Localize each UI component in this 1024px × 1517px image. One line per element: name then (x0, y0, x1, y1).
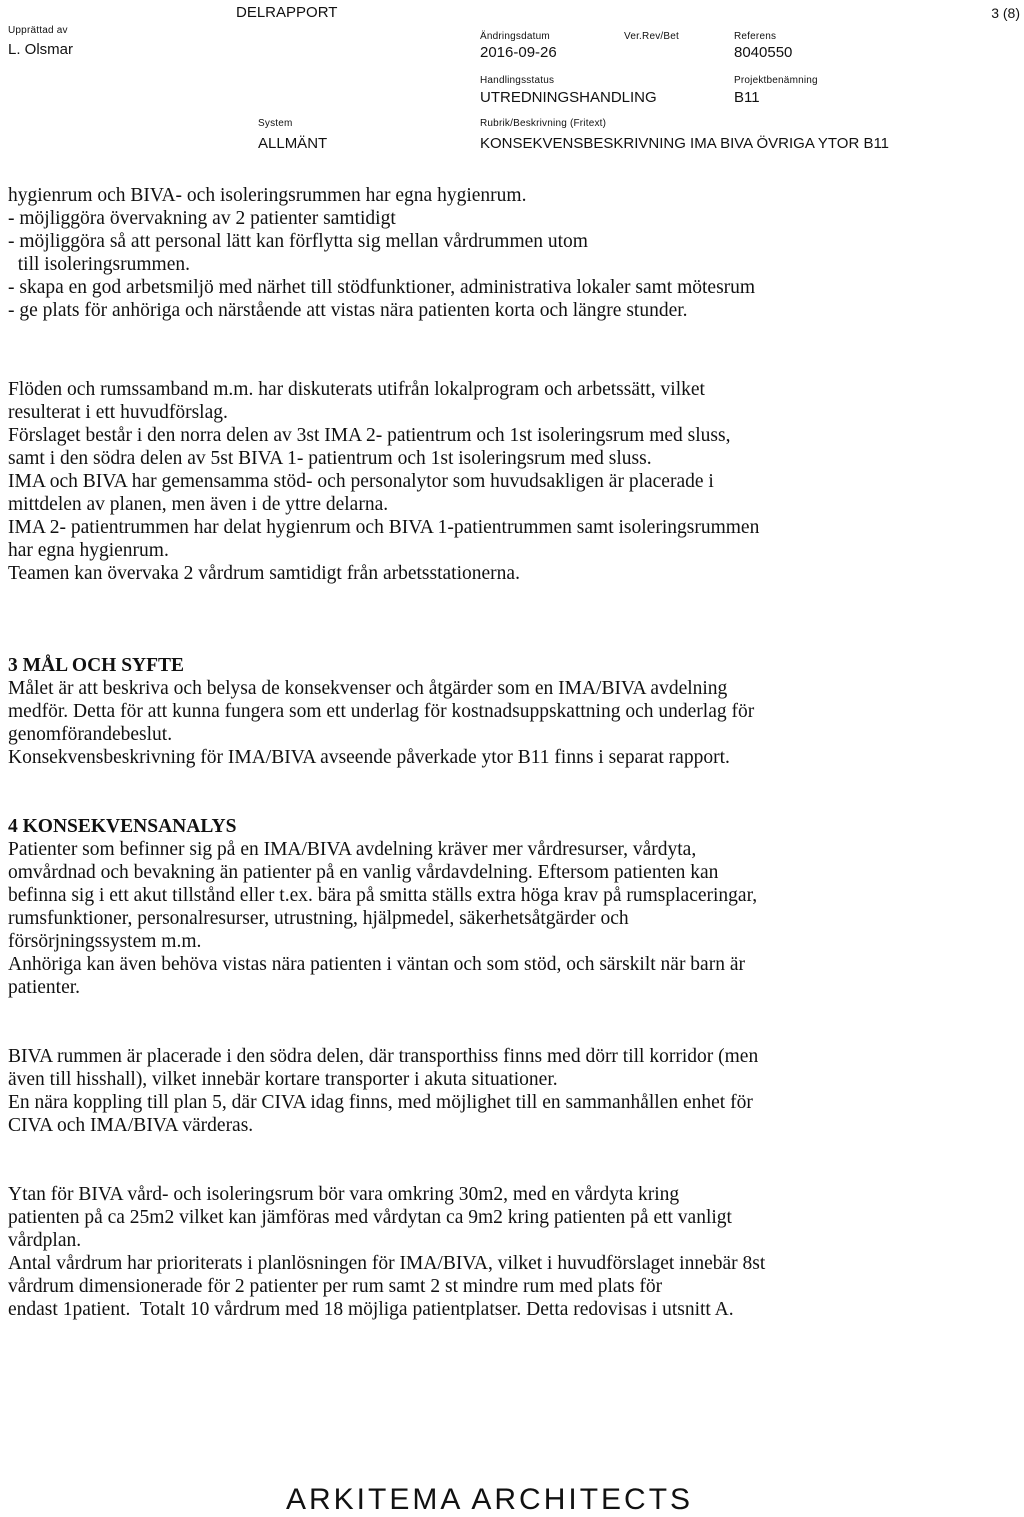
text-line: Konsekvensbeskrivning för IMA/BIVA avseende påverkade ytor B11 finns i separat rapport. (8, 747, 730, 768)
section-4 (8, 815, 988, 999)
system-label: System (258, 118, 293, 129)
text-line: endast 1patient. Totalt 10 vårdrum med 18 möjliga patientplatser. Detta redovisas i utsnitt A. (8, 1299, 734, 1320)
text-line: Ytan för BIVA vård- och isoleringsrum bör vara omkring 30m2, med en vårdyta kring (8, 1184, 680, 1205)
system: ALLMÄNT (258, 135, 328, 152)
text-line: - skapa en god arbetsmiljö med närhet till stödfunktioner, administrativa lokaler samt mötesrum (8, 277, 756, 298)
text-line: även till hisshall), vilket innebär kortare transporter i akuta situationer. (8, 1069, 558, 1090)
text-line: till isoleringsrummen. (8, 254, 190, 275)
change-date: 2016-09-26 (480, 44, 557, 61)
text-line: har egna hygienrum. (8, 540, 169, 561)
reference-label: Referens (734, 31, 777, 42)
text-line: samt i den södra delen av 5st BIVA 1- patientrum och 1st isoleringsrum med sluss. (8, 448, 652, 469)
text-line: Teamen kan övervaka 2 vårdrum samtidigt från arbetsstationerna. (8, 563, 520, 584)
text-line: hygienrum och BIVA- och isoleringsrummen har egna hygienrum. (8, 185, 527, 206)
text-line: Målet är att beskriva och belysa de konsekvenser och åtgärder som en IMA/BIVA avdelning (8, 678, 728, 699)
text-line: - möjliggöra så att personal lätt kan förflytta sig mellan vårdrummen utom (8, 231, 588, 252)
text-line: försörjningssystem m.m. (8, 931, 202, 952)
text-line: vårdplan. (8, 1230, 82, 1251)
text-line: BIVA rummen är placerade i den södra delen, där transporthiss finns med dörr till korridor (men (8, 1046, 759, 1067)
status: UTREDNINGSHANDLING (480, 89, 657, 106)
section-4-paragraph-c (8, 1183, 988, 1321)
company-logo: ARKITEMA ARCHITECTS (286, 1483, 694, 1516)
prepared-by: L. Olsmar (8, 41, 74, 58)
text-line: Förslaget består i den norra delen av 3st IMA 2- patientrum och 1st isoleringsrum med sluss, (8, 425, 731, 446)
text-line: IMA och BIVA har gemensamma stöd- och personalytor som huvudsakligen är placerade i (8, 471, 714, 492)
version-label: Ver.Rev/Bet (624, 31, 680, 42)
text-line: - möjliggöra övervakning av 2 patienter samtidigt (8, 208, 396, 229)
project-label: Projektbenämning (734, 75, 818, 86)
text-line: rumsfunktioner, personalresurser, utrustning, hjälpmedel, säkerhetsåtgärder och (8, 908, 629, 929)
section-3 (8, 654, 988, 769)
text-line: En nära koppling till plan 5, där CIVA idag finns, med möjlighet till en sammanhållen enhet för (8, 1092, 753, 1113)
text-line: patienten på ca 25m2 vilket kan jämföras med vårdytan ca 9m2 kring patienten på ett vanligt (8, 1207, 732, 1228)
text-line: IMA 2- patientrummen har delat hygienrum och BIVA 1-patientrummen samt isoleringsrummen (8, 517, 760, 538)
text-line: CIVA och IMA/BIVA värderas. (8, 1115, 254, 1136)
text-line: befinna sig i ett akut tillstånd eller t.ex. bära på smitta ställs extra höga krav på rumsplaceringar, (8, 885, 758, 906)
section-4-paragraph-b (8, 1045, 988, 1137)
flow-block (8, 378, 988, 585)
document-type: DELRAPPORT (236, 4, 338, 21)
intro-block (8, 184, 988, 322)
heading-label: Rubrik/Beskrivning (Fritext) (480, 118, 607, 129)
change-date-label: Ändringsdatum (480, 31, 550, 42)
section-4-title: 4 KONSEKVENSANALYS (8, 816, 237, 837)
text-line: vårdrum dimensionerade för 2 patienter per rum samt 2 st mindre rum med plats för (8, 1276, 663, 1297)
document-heading: KONSEKVENSBESKRIVNING IMA BIVA ÖVRIGA YTOR B11 (480, 135, 890, 152)
text-line: resulterat i ett huvudförslag. (8, 402, 228, 423)
status-label: Handlingsstatus (480, 75, 555, 86)
text-line: - ge plats för anhöriga och närstående att vistas nära patienten korta och längre stunder. (8, 300, 688, 321)
text-line: Anhöriga kan även behöva vistas nära patienten i väntan och som stöd, och särskilt när barn är (8, 954, 745, 975)
text-line: Flöden och rumssamband m.m. har diskuterats utifrån lokalprogram och arbetssätt, vilket (8, 379, 705, 400)
text-line: genomförandebeslut. (8, 724, 173, 745)
text-line: Antal vårdrum har prioriterats i planlösningen för IMA/BIVA, vilket i huvudförslaget innebär 8st (8, 1253, 766, 1274)
text-line: Patienter som befinner sig på en IMA/BIVA avdelning kräver mer vårdresurser, vårdyta, (8, 839, 697, 860)
text-line: omvårdnad och bevakning än patienter på en vanlig vårdavdelning. Eftersom patienten kan (8, 862, 719, 883)
section-3-title: 3 MÅL OCH SYFTE (8, 655, 185, 676)
project: B11 (734, 89, 760, 106)
text-line: mittdelen av planen, men även i de yttre delarna. (8, 494, 389, 515)
page-number: 3 (8) (991, 5, 1020, 21)
text-line: medför. Detta för att kunna fungera som ett underlag för kostnadsuppskattning och underlag för (8, 701, 755, 722)
reference: 8040550 (734, 44, 793, 61)
text-line: patienter. (8, 977, 81, 998)
prepared-by-label: Upprättad av (8, 25, 68, 36)
